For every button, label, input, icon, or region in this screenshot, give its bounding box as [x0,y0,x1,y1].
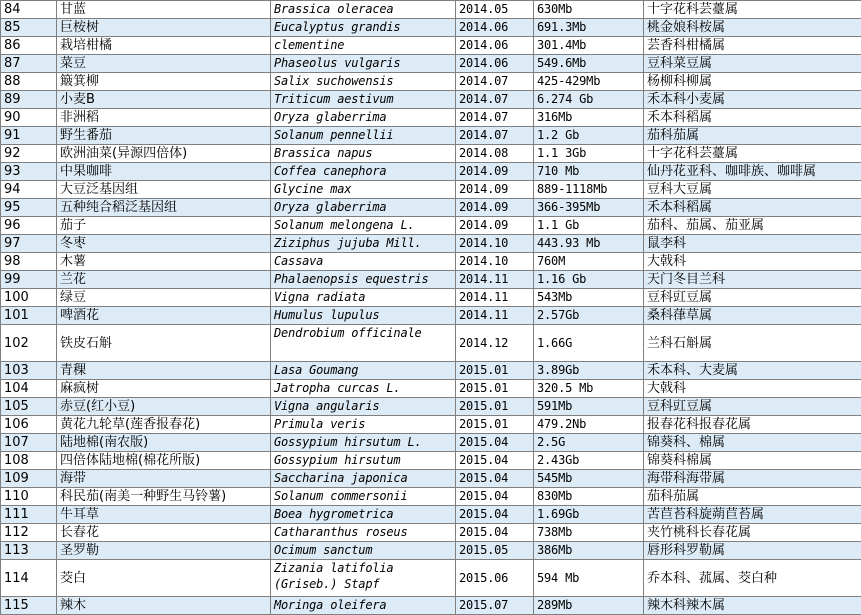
chinese-name-cell: 青稞 [57,362,271,380]
taxonomy-cell: 苦苣苔科旋蒴苣苔属 [644,506,861,524]
chinese-name-cell: 麻疯树 [57,380,271,398]
chinese-name-cell: 海带 [57,470,271,488]
table-row [1,145,861,163]
row-number-cell: 94 [1,181,57,199]
chinese-name-cell: 木薯 [57,253,271,271]
chinese-name-cell: 小麦B [57,91,271,109]
scientific-name-cell: Salix suchowensis [271,73,456,91]
taxonomy-cell: 天门冬目兰科 [644,271,861,289]
scientific-name-cell: Glycine max [271,181,456,199]
chinese-name-cell: 赤豆(红小豆) [57,398,271,416]
scientific-name-cell: Ziziphus jujuba Mill. [271,235,456,253]
row-number-cell: 87 [1,55,57,73]
publish-date-cell: 2014.12 [456,325,534,362]
taxonomy-cell: 仙丹花亚科、咖啡族、咖啡属 [644,163,861,181]
row-number-cell: 96 [1,217,57,235]
taxonomy-cell: 茄科茄属 [644,488,861,506]
taxonomy-cell: 茄科、茄属、茄亚属 [644,217,861,235]
table-row [1,416,861,434]
genome-size-cell: 545Mb [534,470,644,488]
publish-date-cell: 2015.04 [456,452,534,470]
table-row [1,506,861,524]
scientific-name-cell: Oryza glaberrima [271,199,456,217]
publish-date-cell: 2014.10 [456,235,534,253]
scientific-name-cell: Brassica oleracea [271,1,456,19]
chinese-name-cell: 冬枣 [57,235,271,253]
publish-date-cell: 2015.01 [456,416,534,434]
taxonomy-cell: 禾本科稻属 [644,109,861,127]
row-number-cell: 97 [1,235,57,253]
genome-size-cell: 316Mb [534,109,644,127]
table-row [1,91,861,109]
chinese-name-cell: 陆地棉(南农版) [57,434,271,452]
table-row [1,524,861,542]
taxonomy-cell: 豆科菜豆属 [644,55,861,73]
table-row [1,380,861,398]
table-row [1,163,861,181]
row-number-cell: 89 [1,91,57,109]
publish-date-cell: 2014.08 [456,145,534,163]
taxonomy-cell: 锦葵科、棉属 [644,434,861,452]
genome-size-cell: 479.2Nb [534,416,644,434]
genome-size-cell: 301.4Mb [534,37,644,55]
scientific-name-cell: Moringa oleifera [271,597,456,615]
scientific-name-cell: Lasa Goumang [271,362,456,380]
taxonomy-cell: 十字花科芸薹属 [644,1,861,19]
scientific-name-cell: Boea hygrometrica [271,506,456,524]
taxonomy-cell: 十字花科芸薹属 [644,145,861,163]
genome-size-cell: 2.5G [534,434,644,452]
row-number-cell: 90 [1,109,57,127]
genome-size-cell: 1.66G [534,325,644,362]
genome-size-cell: 691.3Mb [534,19,644,37]
scientific-name-cell: Catharanthus roseus [271,524,456,542]
chinese-name-cell: 中果咖啡 [57,163,271,181]
scientific-name-cell: Eucalyptus grandis [271,19,456,37]
row-number-cell: 85 [1,19,57,37]
row-number-cell: 102 [1,325,57,362]
scientific-name-cell: Solanum melongena L. [271,217,456,235]
chinese-name-cell: 巨桉树 [57,19,271,37]
publish-date-cell: 2014.09 [456,163,534,181]
publish-date-cell: 2014.09 [456,199,534,217]
taxonomy-cell: 豆科豇豆属 [644,398,861,416]
scientific-name-cell: Gossypium hirsutum [271,452,456,470]
scientific-name-cell: Vigna angularis [271,398,456,416]
publish-date-cell: 2014.09 [456,217,534,235]
scientific-name-cell: Phaseolus vulgaris [271,55,456,73]
taxonomy-cell: 鼠李科 [644,235,861,253]
row-number-cell: 109 [1,470,57,488]
table-row [1,560,861,597]
chinese-name-cell: 菜豆 [57,55,271,73]
taxonomy-cell: 大戟科 [644,253,861,271]
row-number-cell: 100 [1,289,57,307]
table-row [1,452,861,470]
genome-size-cell: 1.69Gb [534,506,644,524]
taxonomy-cell: 杨柳科柳属 [644,73,861,91]
table-row [1,398,861,416]
row-number-cell: 101 [1,307,57,325]
publish-date-cell: 2015.01 [456,398,534,416]
scientific-name-cell: Gossypium hirsutum L. [271,434,456,452]
taxonomy-cell: 兰科石斛属 [644,325,861,362]
scientific-name-cell: Primula veris [271,416,456,434]
scientific-name-cell: Jatropha curcas L. [271,380,456,398]
genome-size-cell: 710 Mb [534,163,644,181]
publish-date-cell: 2014.11 [456,307,534,325]
publish-date-cell: 2015.04 [456,524,534,542]
table-row [1,542,861,560]
table-row [1,217,861,235]
publish-date-cell: 2014.07 [456,127,534,145]
taxonomy-cell: 芸香科柑橘属 [644,37,861,55]
genome-size-cell: 889-1118Mb [534,181,644,199]
row-number-cell: 99 [1,271,57,289]
genome-size-cell: 1.16 Gb [534,271,644,289]
publish-date-cell: 2015.04 [456,470,534,488]
scientific-name-cell: Ocimum sanctum [271,542,456,560]
publish-date-cell: 2014.11 [456,271,534,289]
genome-size-cell: 366-395Mb [534,199,644,217]
table-row [1,271,861,289]
chinese-name-cell: 圣罗勒 [57,542,271,560]
publish-date-cell: 2015.04 [456,488,534,506]
scientific-name-cell: Solanum commersonii [271,488,456,506]
scientific-name-cell: Saccharina japonica [271,470,456,488]
taxonomy-cell: 桑科葎草属 [644,307,861,325]
row-number-cell: 114 [1,560,57,597]
row-number-cell: 98 [1,253,57,271]
table-row [1,19,861,37]
publish-date-cell: 2015.07 [456,597,534,615]
row-number-cell: 112 [1,524,57,542]
publish-date-cell: 2014.07 [456,109,534,127]
genome-size-cell: 594 Mb [534,560,644,597]
genome-size-cell: 760M [534,253,644,271]
taxonomy-cell: 桃金娘科桉属 [644,19,861,37]
table-row [1,253,861,271]
row-number-cell: 103 [1,362,57,380]
table-row [1,73,861,91]
scientific-name-cell: Vigna radiata [271,289,456,307]
taxonomy-cell: 唇形科罗勒属 [644,542,861,560]
row-number-cell: 88 [1,73,57,91]
publish-date-cell: 2015.01 [456,380,534,398]
chinese-name-cell: 甘蓝 [57,1,271,19]
scientific-name-cell: Humulus lupulus [271,307,456,325]
chinese-name-cell: 野生番茄 [57,127,271,145]
row-number-cell: 111 [1,506,57,524]
taxonomy-cell: 豆科大豆属 [644,181,861,199]
genome-size-cell: 443.93 Mb [534,235,644,253]
taxonomy-cell: 夹竹桃科长春花属 [644,524,861,542]
table-row [1,362,861,380]
chinese-name-cell: 非洲稻 [57,109,271,127]
genome-size-cell: 289Mb [534,597,644,615]
publish-date-cell: 2014.07 [456,91,534,109]
row-number-cell: 105 [1,398,57,416]
publish-date-cell: 2015.04 [456,434,534,452]
publish-date-cell: 2014.11 [456,289,534,307]
chinese-name-cell: 大豆泛基因组 [57,181,271,199]
taxonomy-cell: 豆科豇豆属 [644,289,861,307]
genome-size-cell: 830Mb [534,488,644,506]
genome-size-cell: 3.89Gb [534,362,644,380]
table-row [1,181,861,199]
chinese-name-cell: 铁皮石斛 [57,325,271,362]
row-number-cell: 108 [1,452,57,470]
table-row [1,325,861,362]
table-row [1,470,861,488]
table-row [1,1,861,19]
genome-size-cell: 386Mb [534,542,644,560]
row-number-cell: 113 [1,542,57,560]
table-row [1,289,861,307]
row-number-cell: 84 [1,1,57,19]
publish-date-cell: 2015.05 [456,542,534,560]
publish-date-cell: 2015.06 [456,560,534,597]
chinese-name-cell: 黄花九轮草(莲香报春花) [57,416,271,434]
publish-date-cell: 2014.06 [456,19,534,37]
genome-size-cell: 738Mb [534,524,644,542]
chinese-name-cell: 五种纯合稻泛基因组 [57,199,271,217]
chinese-name-cell: 欧洲油菜(异源四倍体) [57,145,271,163]
scientific-name-cell: Phalaenopsis equestris [271,271,456,289]
table-row [1,109,861,127]
row-number-cell: 115 [1,597,57,615]
publish-date-cell: 2014.09 [456,181,534,199]
genome-size-cell: 1.1 Gb [534,217,644,235]
table-row [1,235,861,253]
table-row [1,488,861,506]
chinese-name-cell: 四倍体陆地棉(棉花所版) [57,452,271,470]
genome-size-cell: 1.2 Gb [534,127,644,145]
scientific-name-cell: Oryza glaberrima [271,109,456,127]
genome-size-cell: 591Mb [534,398,644,416]
row-number-cell: 93 [1,163,57,181]
publish-date-cell: 2014.10 [456,253,534,271]
genome-size-cell: 2.57Gb [534,307,644,325]
taxonomy-cell: 大戟科 [644,380,861,398]
chinese-name-cell: 啤酒花 [57,307,271,325]
table-row [1,127,861,145]
row-number-cell: 95 [1,199,57,217]
chinese-name-cell: 科民茄(南美一种野生马铃薯) [57,488,271,506]
chinese-name-cell: 簸箕柳 [57,73,271,91]
taxonomy-cell: 辣木科辣木属 [644,597,861,615]
taxonomy-cell: 乔本科、菰属、茭白种 [644,560,861,597]
row-number-cell: 92 [1,145,57,163]
table-row [1,37,861,55]
genome-size-cell: 630Mb [534,1,644,19]
scientific-name-cell: clementine [271,37,456,55]
genome-size-cell: 320.5 Mb [534,380,644,398]
taxonomy-cell: 禾本科稻属 [644,199,861,217]
row-number-cell: 110 [1,488,57,506]
genome-size-cell: 425-429Mb [534,73,644,91]
table-row [1,199,861,217]
scientific-name-cell: Zizania latifolia (Griseb.) Stapf [271,560,456,597]
publish-date-cell: 2015.04 [456,506,534,524]
publish-date-cell: 2014.06 [456,37,534,55]
taxonomy-cell: 锦葵科棉属 [644,452,861,470]
scientific-name-cell: Solanum pennellii [271,127,456,145]
table-row [1,597,861,615]
taxonomy-cell: 禾本科小麦属 [644,91,861,109]
row-number-cell: 107 [1,434,57,452]
genome-size-cell: 549.6Mb [534,55,644,73]
scientific-name-cell: Dendrobium officinale [271,325,456,362]
publish-date-cell: 2014.06 [456,55,534,73]
publish-date-cell: 2015.01 [456,362,534,380]
chinese-name-cell: 牛耳草 [57,506,271,524]
row-number-cell: 106 [1,416,57,434]
table-row [1,307,861,325]
table-row [1,55,861,73]
genome-size-cell: 543Mb [534,289,644,307]
scientific-name-cell: Brassica napus [271,145,456,163]
scientific-name-cell: Coffea canephora [271,163,456,181]
taxonomy-cell: 海带科海带属 [644,470,861,488]
table-row [1,434,861,452]
chinese-name-cell: 辣木 [57,597,271,615]
scientific-name-cell: Cassava [271,253,456,271]
scientific-name-cell: Triticum aestivum [271,91,456,109]
chinese-name-cell: 茄子 [57,217,271,235]
row-number-cell: 104 [1,380,57,398]
row-number-cell: 91 [1,127,57,145]
chinese-name-cell: 长春花 [57,524,271,542]
publish-date-cell: 2014.05 [456,1,534,19]
genome-size-cell: 6.274 Gb [534,91,644,109]
chinese-name-cell: 栽培柑橘 [57,37,271,55]
row-number-cell: 86 [1,37,57,55]
genome-size-cell: 2.43Gb [534,452,644,470]
publish-date-cell: 2014.07 [456,73,534,91]
taxonomy-cell: 茄科茄属 [644,127,861,145]
genome-table-body [1,1,861,615]
chinese-name-cell: 绿豆 [57,289,271,307]
chinese-name-cell: 茭白 [57,560,271,597]
taxonomy-cell: 禾本科、大麦属 [644,362,861,380]
genome-size-cell: 1.1 3Gb [534,145,644,163]
taxonomy-cell: 报春花科报春花属 [644,416,861,434]
chinese-name-cell: 兰花 [57,271,271,289]
